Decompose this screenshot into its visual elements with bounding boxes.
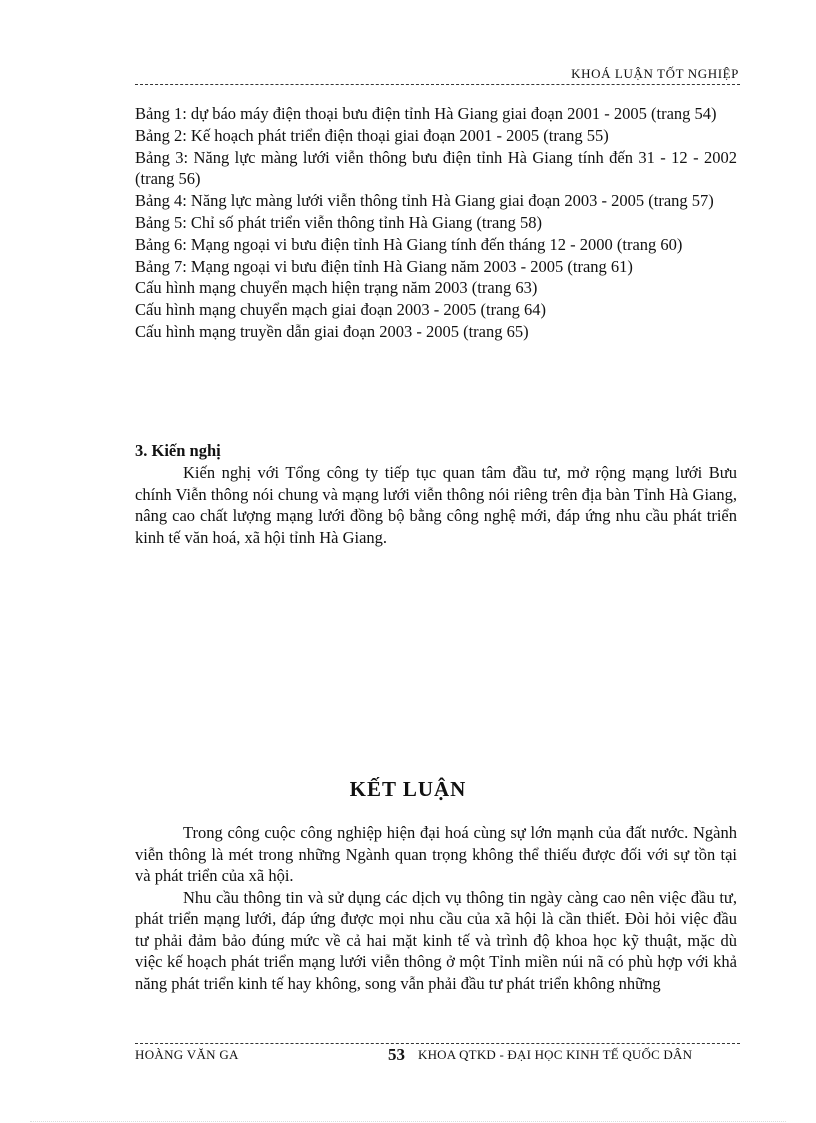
list-item: Bảng 4: Năng lực màng lưới viễn thông tỉnh Hà Giang giai đoạn 2003 - 2005 (trang 57) bbox=[135, 191, 714, 211]
conclusion-section bbox=[135, 822, 737, 994]
conclusion-paragraph: Trong công cuộc công nghiệp hiện đại hoá cùng sự lớn mạnh của đất nước. Ngành viễn thông là mét trong những Ngành quan trọng không thể thiếu được đối với sự tồn tại và phát triển của xã hội. bbox=[135, 823, 737, 885]
list-item: Bảng 3: Năng lực màng lưới viễn thông bưu điện tỉnh Hà Giang tính đến 31 - 12 - 2002 (trang 56) bbox=[135, 147, 737, 189]
list-item: Bảng 6: Mạng ngoại vi bưu điện tỉnh Hà Giang tính đến tháng 12 - 2000 (trang 60) bbox=[135, 234, 683, 254]
list-item: Cấu hình mạng chuyển mạch hiện trạng năm 2003 (trang 63) bbox=[135, 278, 538, 298]
recommendation-paragraph: Kiến nghị với Tổng công ty tiếp tục quan tâm đầu tư, mở rộng mạng lưới Bưu chính Viễn thông nói chung và mạng lưới viễn thông nói riêng trên địa bàn Tỉnh Hà Giang, nâng cao chất lượng mạng lưới đồng bộ bằng công nghệ mới, đáp ứng nhu cầu phát triển kinh tế văn hoá, xã hội tỉnh Hà Giang. bbox=[135, 462, 737, 548]
list-item: Bảng 7: Mạng ngoại vi bưu điện tỉnh Hà Giang năm 2003 - 2005 (trang 61) bbox=[135, 256, 633, 276]
table-list bbox=[135, 103, 737, 343]
header-divider bbox=[135, 84, 740, 85]
footer-school: KHOA QTKD - ĐẠI HỌC KINH TẾ QUỐC DÂN bbox=[418, 1047, 693, 1062]
list-item: Bảng 2: Kế hoạch phát triển điện thoại giai đoạn 2001 - 2005 (trang 55) bbox=[135, 125, 609, 145]
section-heading: 3. Kiến nghị bbox=[135, 441, 221, 460]
footer-author: HOÀNG VĂN GA bbox=[135, 1047, 239, 1062]
page-bottom-line bbox=[30, 1121, 786, 1122]
header-title: KHOÁ LUẬN TỐT NGHIỆP bbox=[571, 66, 739, 81]
conclusion-title: KẾT LUẬN bbox=[349, 777, 467, 801]
page-footer bbox=[135, 1045, 740, 1067]
list-item: Bảng 5: Chỉ số phát triển viễn thông tỉnh Hà Giang (trang 58) bbox=[135, 212, 542, 232]
list-item: Cấu hình mạng truyền dẫn giai đoạn 2003 - 2005 (trang 65) bbox=[135, 321, 529, 341]
page-number: 53 bbox=[388, 1045, 405, 1064]
footer-divider bbox=[135, 1043, 740, 1044]
list-item: Bảng 1: dự báo máy điện thoại bưu điện tỉnh Hà Giang giai đoạn 2001 - 2005 (trang 54) bbox=[135, 104, 717, 123]
conclusion-paragraph: Nhu cầu thông tin và sử dụng các dịch vụ thông tin ngày càng cao nên việc đầu tư, phát triển mạng lưới, đáp ứng được mọi nhu cầu của xã hội là cần thiết. Đòi hỏi việc đầu tư phải đảm bảo đúng mức về cả hai mặt kinh tế và trình độ khoa học kỹ thuật, mặc dù việc kế hoạch phát triển mạng lưới viễn thông ở một Tỉnh miền núi nã có phù hợp với khả năng phát triển kinh tế hay không, song vẫn phải đầu tư phát triển không những bbox=[135, 887, 737, 993]
recommendation-section bbox=[135, 440, 737, 549]
list-item: Cấu hình mạng chuyển mạch giai đoạn 2003 - 2005 (trang 64) bbox=[135, 300, 547, 320]
